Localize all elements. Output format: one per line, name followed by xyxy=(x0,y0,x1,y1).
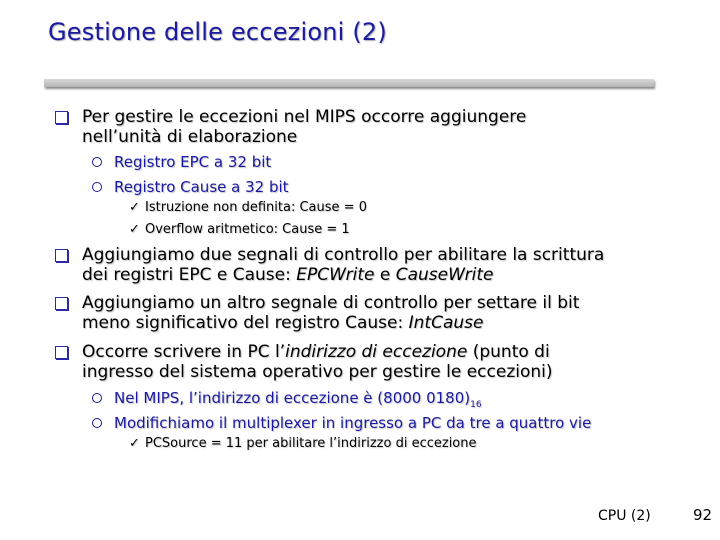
bullet-text-line: Aggiungiamo un altro segnale di controllo per settare il bit xyxy=(82,293,580,313)
sub-sub-bullet-item xyxy=(129,200,685,216)
sub-bullet-text: Registro Cause a 32 bit xyxy=(114,178,289,196)
page-number: 92 xyxy=(693,506,713,524)
sub-bullet-text: Registro EPC a 32 bit xyxy=(114,153,272,171)
bullet-item xyxy=(82,107,672,147)
square-bullet-icon xyxy=(55,297,68,310)
slide-title: Gestione delle eccezioni (2) xyxy=(48,18,387,46)
sub-bullet-item xyxy=(114,153,674,171)
sub-sub-bullet-text: Overflow aritmetico: Cause = 1 xyxy=(145,222,350,237)
signal-name: EPCWrite xyxy=(296,265,375,285)
sub-bullet-item xyxy=(114,389,674,414)
sub-sub-bullet-item xyxy=(129,436,685,452)
checkmark-icon: ✓ xyxy=(129,222,140,237)
bullet-text-line xyxy=(82,265,672,285)
text-fragment: (punto di xyxy=(467,342,550,362)
bullet-text-line xyxy=(82,342,672,362)
text-fragment: meno significativo del registro Cause: xyxy=(82,313,409,333)
title-divider xyxy=(44,79,654,87)
square-bullet-icon xyxy=(55,111,68,124)
emphasized-term: indirizzo di eccezione xyxy=(285,342,468,362)
square-bullet-icon xyxy=(55,346,68,359)
checkmark-icon: ✓ xyxy=(129,200,140,215)
bullet-text-line: nell’unità di elaborazione xyxy=(82,127,298,147)
circle-bullet-icon xyxy=(92,418,102,428)
sub-sub-bullet-text: Istruzione non definita: Cause = 0 xyxy=(145,200,367,215)
square-bullet-icon xyxy=(55,249,68,262)
sub-bullet-item xyxy=(114,414,674,432)
bullet-text-line: Aggiungiamo due segnali di controllo per abilitare la scrittura xyxy=(82,245,605,265)
bullet-text-line xyxy=(82,313,672,333)
circle-bullet-icon xyxy=(92,182,102,192)
sub-bullet-item xyxy=(114,178,674,196)
circle-bullet-icon xyxy=(92,157,102,167)
sub-bullet-text: Modifichiamo il multiplexer in ingresso a PC da tre a quattro vie xyxy=(114,414,592,432)
bullet-item xyxy=(82,245,672,285)
footer-label: CPU (2) xyxy=(598,508,651,524)
bullet-item xyxy=(82,293,672,333)
number-base-subscript: 16 xyxy=(470,400,482,410)
bullet-text-line: ingresso del sistema operativo per gestire le eccezioni) xyxy=(82,362,553,382)
sub-sub-bullet-text: PCSource = 11 per abilitare l’indirizzo di eccezione xyxy=(145,436,477,451)
circle-bullet-icon xyxy=(92,393,102,403)
text-fragment: dei registri EPC e Cause: xyxy=(82,265,297,285)
sub-sub-bullet-item xyxy=(129,222,685,238)
signal-name: CauseWrite xyxy=(395,265,494,285)
bullet-text-line: Per gestire le eccezioni nel MIPS occorre aggiungere xyxy=(82,107,527,127)
text-fragment: Occorre scrivere in PC l’ xyxy=(82,342,286,362)
bullet-item xyxy=(82,342,672,382)
checkmark-icon: ✓ xyxy=(129,436,140,451)
signal-name: IntCause xyxy=(408,313,484,333)
text-fragment: e xyxy=(374,265,396,285)
sub-bullet-text: Nel MIPS, l’indirizzo di eccezione è (8000 0180) xyxy=(114,389,471,407)
